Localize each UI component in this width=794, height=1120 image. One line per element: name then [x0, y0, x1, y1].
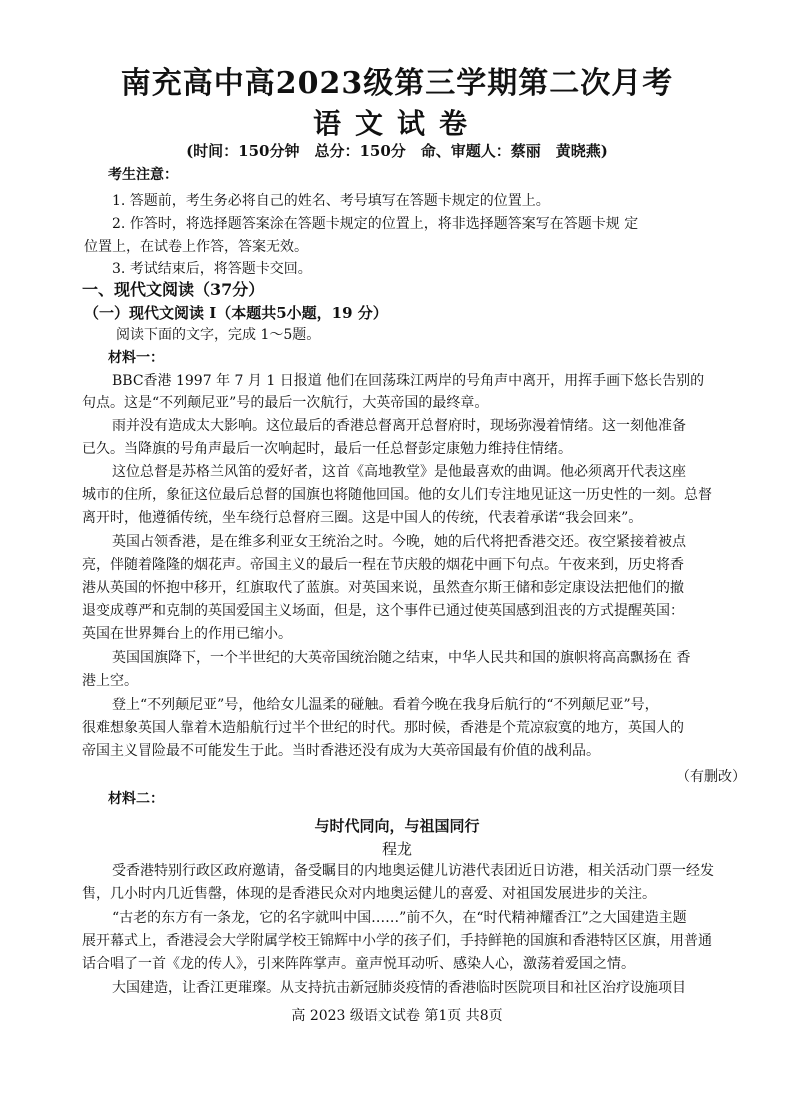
instruction-text: 阅读下面的文字，完成 1～5题。: [116, 327, 321, 343]
note-item: 位置上，在试卷上作答，答案无效。: [84, 239, 308, 255]
material1-line: 退变成尊严和克制的英国爱国主义场面，但是，这个事件已通过使英国感到沮丧的方式提醒英国：: [82, 603, 684, 619]
article-title: 与时代同向，与祖国同行: [314, 817, 480, 835]
subsection-heading: （一）现代文阅读 Ⅰ（本题共5小题，19 分）: [84, 304, 388, 322]
material1-line: 登上“不列颠尼亚”号，他给女儿温柔的碰触。看着今晚在我身后航行的“不列颠尼亚”号，: [112, 697, 659, 713]
material1-line: 已久。当降旗的号角声最后一次响起时，最后一任总督彭定康勉力维持住情绪。: [82, 441, 572, 457]
material2-line: 大国建造，让香江更璀璨。从支持抗击新冠肺炎疫情的香港临时医院项目和社区治疗设施项目: [112, 980, 686, 996]
material1-line: 港上空。: [82, 673, 138, 689]
material2-line: 售，几小时内几近售罄，体现的是香港民众对内地奥运健儿的喜爱、对祖国发展进步的关注。: [82, 886, 656, 902]
exam-title: 南充高中高2023级第三学期第二次月考: [120, 66, 674, 101]
note-item: 2. 作答时，将选择题答案涂在答题卡规定的位置上，将非选择题答案写在答题卡规 定: [112, 216, 639, 232]
note-item: 3. 考试结束后，将答题卡交回。: [112, 261, 312, 277]
material1-line: BBC香港 1997 年 7 月 1 日报道 他们在回荡珠江两岸的号角声中离开，用挥手画下悠长告别的: [112, 373, 705, 389]
notes-heading: 考生注意：: [108, 167, 178, 183]
section-heading: 一、现代文阅读（37分）: [82, 280, 265, 299]
article-author: 程龙: [381, 840, 412, 858]
material2-line: 话合唱了一首《龙的传人》，引来阵阵掌声。童声悦耳动听、感染人心，激荡着爱国之情。: [82, 956, 635, 972]
material1-line: 亮，伴随着隆隆的烟花声。帝国主义的最后一程在节庆般的烟花中画下句点。午夜来到，历史将香: [82, 557, 684, 573]
material1-line: 英国在世界舞台上的作用已缩小。: [82, 626, 292, 642]
material1-line: 雨并没有造成太大影响。这位最后的香港总督离开总督府时，现场弥漫着情绪。这一刻他准备: [112, 418, 686, 434]
material1-line: 城市的住所，象征这位最后总督的国旗也将随他回国。他的女儿们专注地见证这一历史性的一刻。总督: [82, 487, 712, 503]
material1-line: 帝国主义冒险最不可能发生于此。当时香港还没有成为大英帝国最有价值的战利品。: [82, 743, 600, 759]
material1-line: 英国国旗降下，一个半世纪的大英帝国统治随之结束，中华人民共和国的旗帜将高高飘扬在 香: [112, 650, 691, 666]
material1-line: 港从英国的怀抱中移开，红旗取代了蓝旗。对英国来说，虽然查尔斯王储和彭定康设法把他们的撤: [82, 580, 684, 596]
material2-line: “古老的东方有一条龙，它的名字就叫中国……”前不久，在“时代精神耀香江”之大国建造主题: [112, 910, 687, 926]
material2-line: 受香港特别行政区政府邀请，备受瞩目的内地奥运健儿访港代表团近日访港，相关活动门票一经发: [112, 863, 714, 879]
material1-line: 这位总督是苏格兰风笛的爱好者，这首《高地教堂》是他最喜欢的曲调。他必须离开代表这座: [112, 464, 686, 480]
material1-line: 很难想象英国人靠着木造船航行过半个世纪的时代。那时候，香港是个荒凉寂寞的地方，英国人的: [82, 720, 684, 736]
exam-meta: (时间：150分钟 总分：150分 命、审题人：蔡丽 黄晓燕): [186, 142, 608, 160]
material1-line: 英国占领香港，是在维多利亚女王统治之时。今晚，她的后代将把香港交还。夜空紧接着被点: [112, 534, 686, 550]
material2-label: 材料二：: [108, 791, 164, 807]
page-footer: 高 2023 级语文试卷 第1页 共8页: [291, 1008, 503, 1024]
material2-line: 展开幕式上，香港浸会大学附属学校王锦辉中小学的孩子们，手持鲜艳的国旗和香港特区区旗，用普通: [82, 933, 712, 949]
material1-line: 句点。这是“不列颠尼亚”号的最后一次航行，大英帝国的最终章。: [82, 395, 489, 411]
material1-line: 离开时，他遵循传统，坐车绕行总督府三圈。这是中国人的传统，代表着承诺“我会回来”。: [82, 510, 643, 526]
material1-note: （有删改）: [676, 769, 746, 785]
exam-subject-title: 语文试卷: [312, 107, 481, 140]
material1-label: 材料一：: [108, 350, 164, 366]
note-item: 1. 答题前，考生务必将自己的姓名、考号填写在答题卡规定的位置上。: [112, 193, 550, 209]
